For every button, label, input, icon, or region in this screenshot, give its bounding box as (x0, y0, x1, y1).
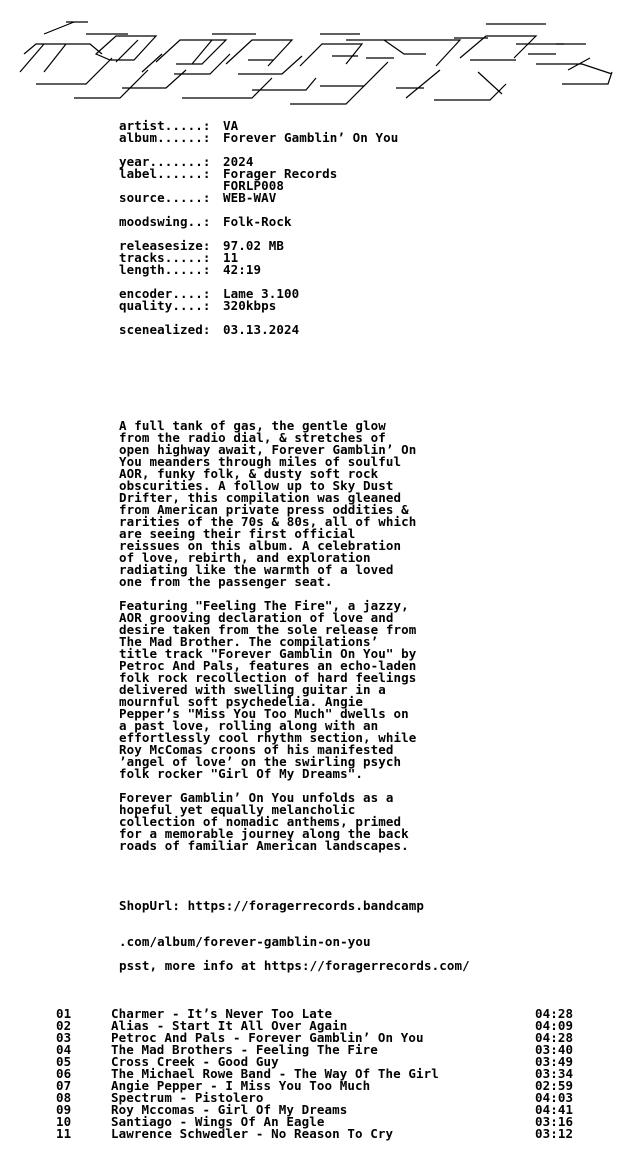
description-line: You meanders through miles of soulful (119, 454, 402, 469)
tracklist (56, 1008, 576, 1140)
description-line: AOR, funky folk, & dusty soft rock (119, 466, 379, 481)
info-value: 11 (223, 250, 239, 265)
info-row (119, 132, 398, 144)
description-line: from the radio dial, & stretches of (119, 430, 386, 445)
info-row (119, 192, 398, 204)
description-line: delivered with swelling guitar in a (119, 682, 386, 697)
track-duration: 04:09 (535, 1018, 574, 1033)
track-number: 06 (56, 1066, 72, 1081)
description-line: roads of familiar American landscapes. (119, 838, 409, 853)
info-value: Forever Gamblin’ On You (223, 130, 399, 145)
info-row (119, 324, 398, 336)
info-value: WEB-WAV (223, 190, 277, 205)
info-row (119, 300, 398, 312)
shop-url-line-1: ShopUrl: https://foragerrecords.bandcamp (119, 898, 425, 913)
description-line: folk rocker "Girl Of My Dreams". (119, 766, 364, 781)
track-duration: 04:28 (535, 1030, 574, 1045)
info-key: album......: (119, 130, 211, 145)
track-duration: 03:34 (535, 1066, 574, 1081)
description-line: hopeful yet equally melancholic (119, 802, 356, 817)
info-value: FORLP008 (223, 178, 285, 193)
description-line: collection of nomadic anthems, primed (119, 814, 402, 829)
info-row (119, 264, 398, 276)
description-line: rarities of the 70s & 80s, all of which (119, 514, 417, 529)
track-number: 09 (56, 1102, 72, 1117)
track-duration: 03:49 (535, 1054, 574, 1069)
track-number: 04 (56, 1042, 72, 1057)
track-title: Santiago - Wings Of An Eagle (111, 1114, 325, 1129)
track-number: 02 (56, 1018, 72, 1033)
track-duration: 03:16 (535, 1114, 574, 1129)
track-number: 05 (56, 1054, 72, 1069)
description-line: reissues on this album. A celebration (119, 538, 402, 553)
track-title: Angie Pepper - I Miss You Too Much (111, 1078, 371, 1093)
description-line: Pepper’s "Miss You Too Much" dwells on (119, 706, 409, 721)
info-key: scenealized: (119, 322, 211, 337)
info-value: 2024 (223, 154, 254, 169)
track-title: Spectrum - Pistolero (111, 1090, 264, 1105)
description-line: from American private press oddities & (119, 502, 409, 517)
shop-url-line-2: .com/album/forever-gamblin-on-you (119, 934, 371, 949)
track-number: 07 (56, 1078, 72, 1093)
track-number: 11 (56, 1126, 72, 1141)
release-description (119, 420, 416, 852)
psst-note: psst, more info at https://foragerrecords.com/ (119, 958, 470, 973)
description-line: The Mad Brother. The compilations’ (119, 634, 379, 649)
shop-url (119, 876, 424, 960)
description-line: folk rock recollection of hard feelings (119, 670, 417, 685)
info-value: Lame 3.100 (223, 286, 300, 301)
description-line: are seeing their first official (119, 526, 356, 541)
description-line: Featuring "Feeling The Fire", a jazzy, (119, 598, 409, 613)
track-number: 10 (56, 1114, 72, 1129)
description-line: Petroc And Pals, features an echo-laden (119, 658, 417, 673)
track-title: Petroc And Pals - Forever Gamblin’ On You (111, 1030, 424, 1045)
description-line: A full tank of gas, the gentle glow (119, 418, 386, 433)
track-number: 03 (56, 1030, 72, 1045)
track-title: Lawrence Schwedler - No Reason To Cry (111, 1126, 394, 1141)
track-title: Roy Mccomas - Girl Of My Dreams (111, 1102, 348, 1117)
track-duration: 03:12 (535, 1126, 574, 1141)
info-key: source.....: (119, 190, 211, 205)
track-duration: 04:03 (535, 1090, 574, 1105)
description-line: radiating like the warmth of a loved (119, 562, 394, 577)
description-line: one from the passenger seat. (119, 574, 333, 589)
track-duration: 04:28 (535, 1006, 574, 1021)
description-line: Forever Gamblin’ On You unfolds as a (119, 790, 394, 805)
info-key: quality....: (119, 298, 211, 313)
description-line: title track "Forever Gamblin On You" by (119, 646, 417, 661)
description-line: for a memorable journey along the back (119, 826, 409, 841)
description-line: of love, rebirth, and exploration (119, 550, 371, 565)
info-key: length.....: (119, 262, 211, 277)
info-key: tracks.....: (119, 250, 211, 265)
info-value: 42:19 (223, 262, 262, 277)
description-line: open highway await, Forever Gamblin’ On (119, 442, 417, 457)
info-key: label......: (119, 166, 211, 181)
description-line: ’angel of love’ on the swirling psych (119, 754, 402, 769)
description-line: obscurities. A follow up to Sky Dust (119, 478, 394, 493)
description-line: desire taken from the sole release from (119, 622, 417, 637)
description-line: Roy McComas croons of his manifested (119, 742, 394, 757)
track-title: Charmer - It’s Never Too Late (111, 1006, 333, 1021)
description-line: Drifter, this compilation was gleaned (119, 490, 402, 505)
info-value: Forager Records (223, 166, 338, 181)
track-row (56, 1128, 576, 1140)
ascii-logo-art (16, 14, 616, 110)
track-number: 01 (56, 1006, 72, 1021)
description-line: effortlessly cool rhythm section, while (119, 730, 417, 745)
track-title: The Mad Brothers - Feeling The Fire (111, 1042, 378, 1057)
info-key: releasesize: (119, 238, 211, 253)
info-value: 97.02 MB (223, 238, 285, 253)
info-value: Folk-Rock (223, 214, 292, 229)
description-line: mournful soft psychedelia. Angie (119, 694, 364, 709)
release-info (119, 120, 398, 336)
info-key: year.......: (119, 154, 211, 169)
info-value: 03.13.2024 (223, 322, 300, 337)
track-title: Cross Creek - Good Guy (111, 1054, 279, 1069)
info-value: 320kbps (223, 298, 277, 313)
track-title: Alias - Start It All Over Again (111, 1018, 348, 1033)
description-line: a past love, rolling along with an (119, 718, 379, 733)
info-key: moodswing..: (119, 214, 211, 229)
track-title: The Michael Rowe Band - The Way Of The Girl (111, 1066, 439, 1081)
info-value: VA (223, 118, 239, 133)
description-line: AOR grooving declaration of love and (119, 610, 394, 625)
info-key: encoder....: (119, 286, 211, 301)
track-duration: 02:59 (535, 1078, 574, 1093)
track-number: 08 (56, 1090, 72, 1105)
info-row (119, 216, 398, 228)
info-key: artist.....: (119, 118, 211, 133)
track-duration: 04:41 (535, 1102, 574, 1117)
track-duration: 03:40 (535, 1042, 574, 1057)
ascii-logo-forager (16, 14, 616, 110)
